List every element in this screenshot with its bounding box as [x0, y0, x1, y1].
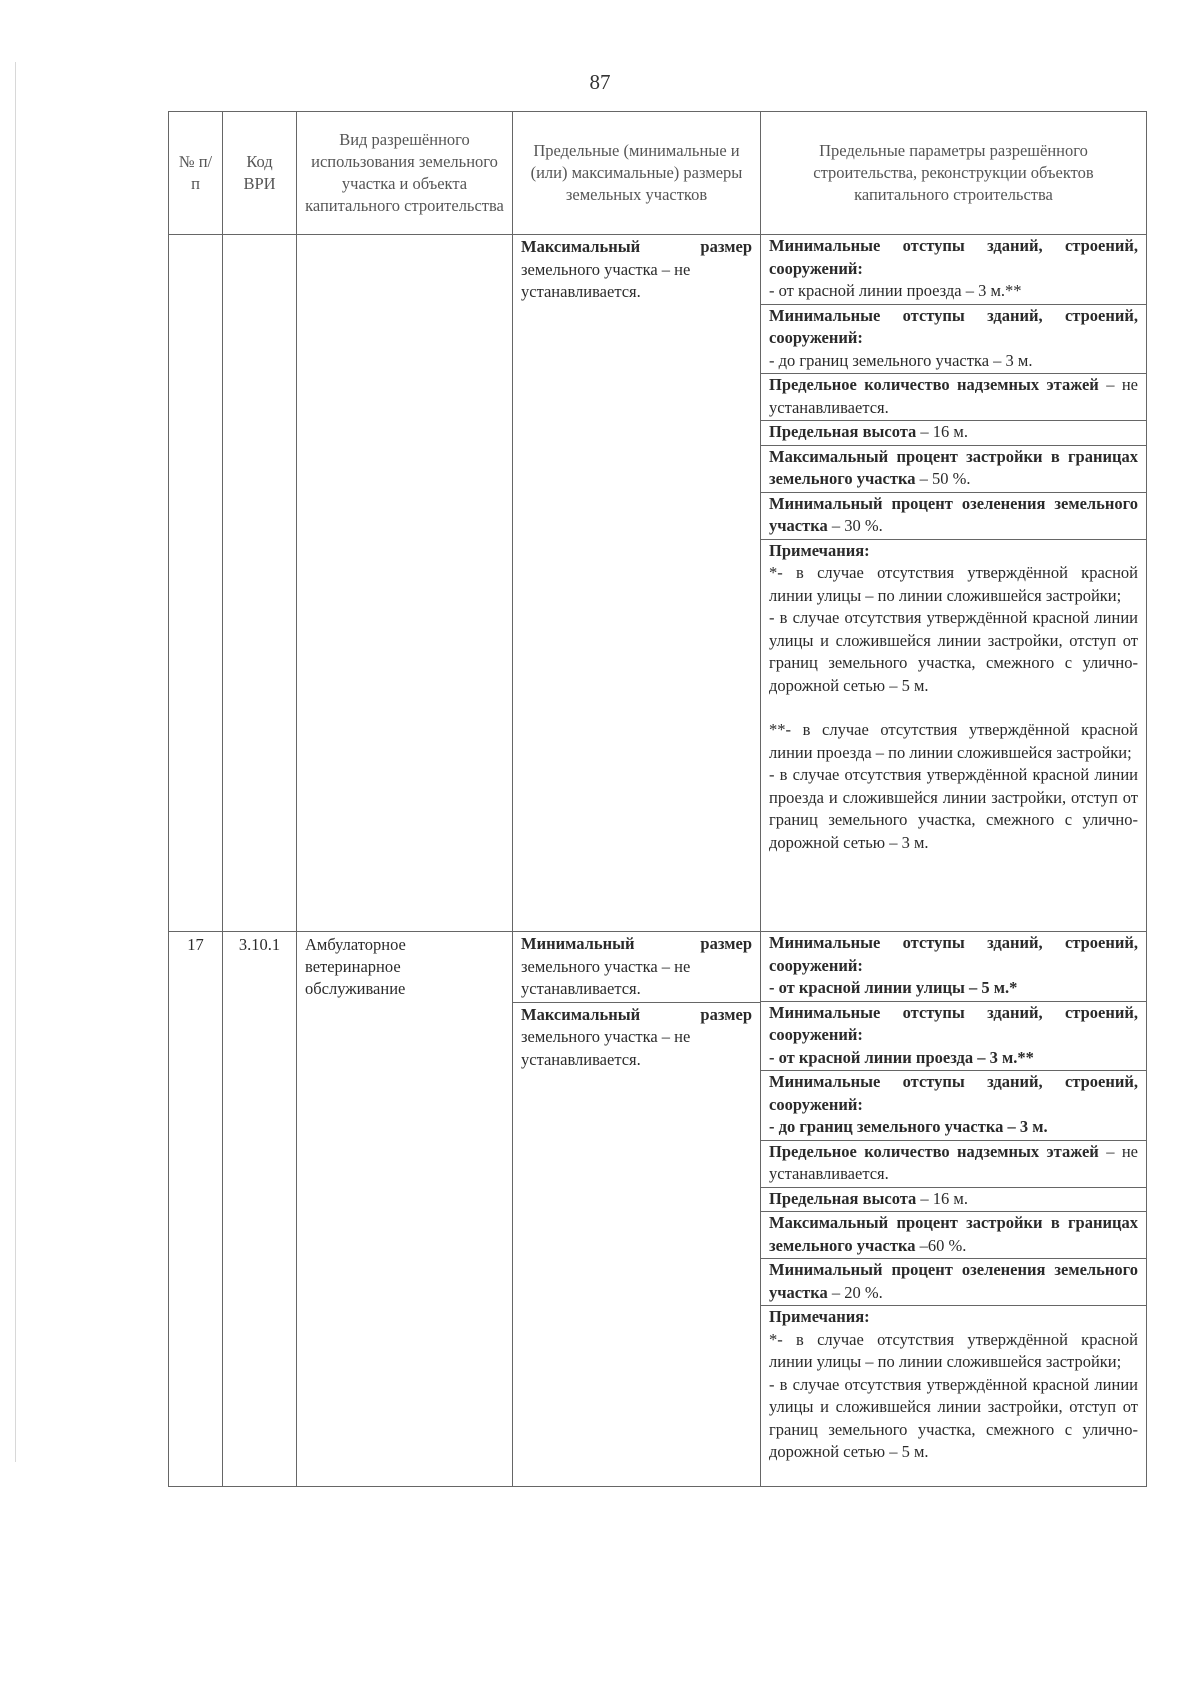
header-sizes: Предельные (минимальные и (или) максимальные) размеры земельных участков	[513, 112, 761, 235]
table-header-row	[169, 112, 1147, 235]
size-max-text: земельного участка – не устанавливается.	[521, 1027, 691, 1069]
table-row-17	[169, 932, 1147, 1487]
param-item: Минимальные отступы зданий, строений, сооружений: - от красной линии проезда – 3 м.**	[761, 1002, 1146, 1072]
param-item: Минимальные отступы зданий, строений, сооружений: - от красной линии проезда – 3 м.**	[761, 235, 1146, 305]
cell-params	[761, 932, 1147, 1487]
note-text: *- в случае отсутствия утверждённой красной линии улицы – по линии сложившейся застройки;	[769, 1329, 1138, 1371]
cell-size-continued	[513, 235, 761, 932]
note-text: *- в случае отсутствия утверждённой красной линии улицы – по линии сложившейся застройки;	[769, 563, 1138, 605]
cell-code	[223, 932, 297, 1487]
size-max-title: Максимальный размер	[521, 237, 752, 256]
header-num: № п/п	[169, 112, 223, 235]
notes-title: Примечания:	[769, 1307, 870, 1326]
cell-code-continued	[223, 235, 297, 932]
notes-title: Примечания:	[769, 540, 870, 560]
param-item: Минимальные отступы зданий, строений, сооружений: - от красной линии улицы – 5 м.*	[761, 932, 1146, 1002]
size-max-title: Максимальный размер	[521, 1004, 752, 1024]
param-item: Минимальный процент озеленения земельного участка – 30 %.	[761, 493, 1146, 540]
param-item: Максимальный процент застройки в границах земельного участка –60 %.	[761, 1212, 1146, 1259]
cell-num	[169, 932, 223, 1487]
param-item: Предельная высота – 16 м.	[761, 421, 1146, 446]
cell-kind-continued	[297, 235, 513, 932]
note-text: **- в случае отсутствия утверждённой красной линии проезда – по линии сложившейся застройки;	[769, 720, 1138, 762]
header-kind: Вид разрешённого использования земельного участка и объекта капитального строительства	[297, 112, 513, 235]
size-min-block	[513, 932, 760, 1003]
param-item: Минимальные отступы зданий, строений, сооружений: - до границ земельного участка – 3 м.	[761, 305, 1146, 375]
param-item: Максимальный процент застройки в границах земельного участка – 50 %.	[761, 446, 1146, 493]
param-item: Минимальный процент озеленения земельного участка – 20 %.	[761, 1259, 1146, 1306]
cell-size	[513, 932, 761, 1487]
notes-block	[761, 540, 1146, 861]
row-number: 17	[187, 935, 204, 954]
size-max-block	[513, 1003, 760, 1072]
page-number: 87	[589, 70, 611, 94]
size-min-title: Минимальный размер	[521, 934, 752, 953]
cell-kind	[297, 932, 513, 1487]
note-text: - в случае отсутствия утверждённой красной линии улицы и сложившейся линии застройки, отступ от границ земельного участка, смежного с улично-дорожной сетью – 5 м.	[769, 608, 1138, 695]
param-item: Предельная высота – 16 м.	[761, 1188, 1146, 1213]
param-item: Предельное количество надземных этажей – не устанавливается.	[761, 374, 1146, 421]
param-item: Предельное количество надземных этажей – не устанавливается.	[761, 1141, 1146, 1188]
header-code: Код ВРИ	[223, 112, 297, 235]
table-row-continued	[169, 235, 1147, 932]
note-text: - в случае отсутствия утверждённой красной линии проезда и сложившейся линии застройки, отступ от границ земельного участка, смежного с улично-дорожной сетью – 3 м.	[769, 765, 1138, 852]
size-max-text: земельного участка – не устанавливается.	[521, 259, 691, 301]
usage-kind: Амбулаторное ветеринарное обслуживание	[305, 935, 406, 998]
notes-block	[761, 1306, 1146, 1486]
size-max-block	[513, 235, 760, 304]
note-text: - в случае отсутствия утверждённой красной линии улицы и сложившейся линии застройки, отступ от границ земельного участка, смежного с улично-дорожной сетью – 5 м.	[769, 1374, 1138, 1461]
cell-params-continued	[761, 235, 1147, 932]
regulations-table	[168, 111, 1147, 1487]
vri-code: 3.10.1	[238, 935, 281, 954]
size-min-text: земельного участка – не устанавливается.	[521, 956, 691, 998]
scan-edge-line	[15, 62, 16, 1462]
param-item: Минимальные отступы зданий, строений, сооружений: - до границ земельного участка – 3 м.	[761, 1071, 1146, 1141]
header-params: Предельные параметры разрешённого строительства, реконструкции объектов капитального строительства	[761, 112, 1147, 235]
cell-num-continued	[169, 235, 223, 932]
